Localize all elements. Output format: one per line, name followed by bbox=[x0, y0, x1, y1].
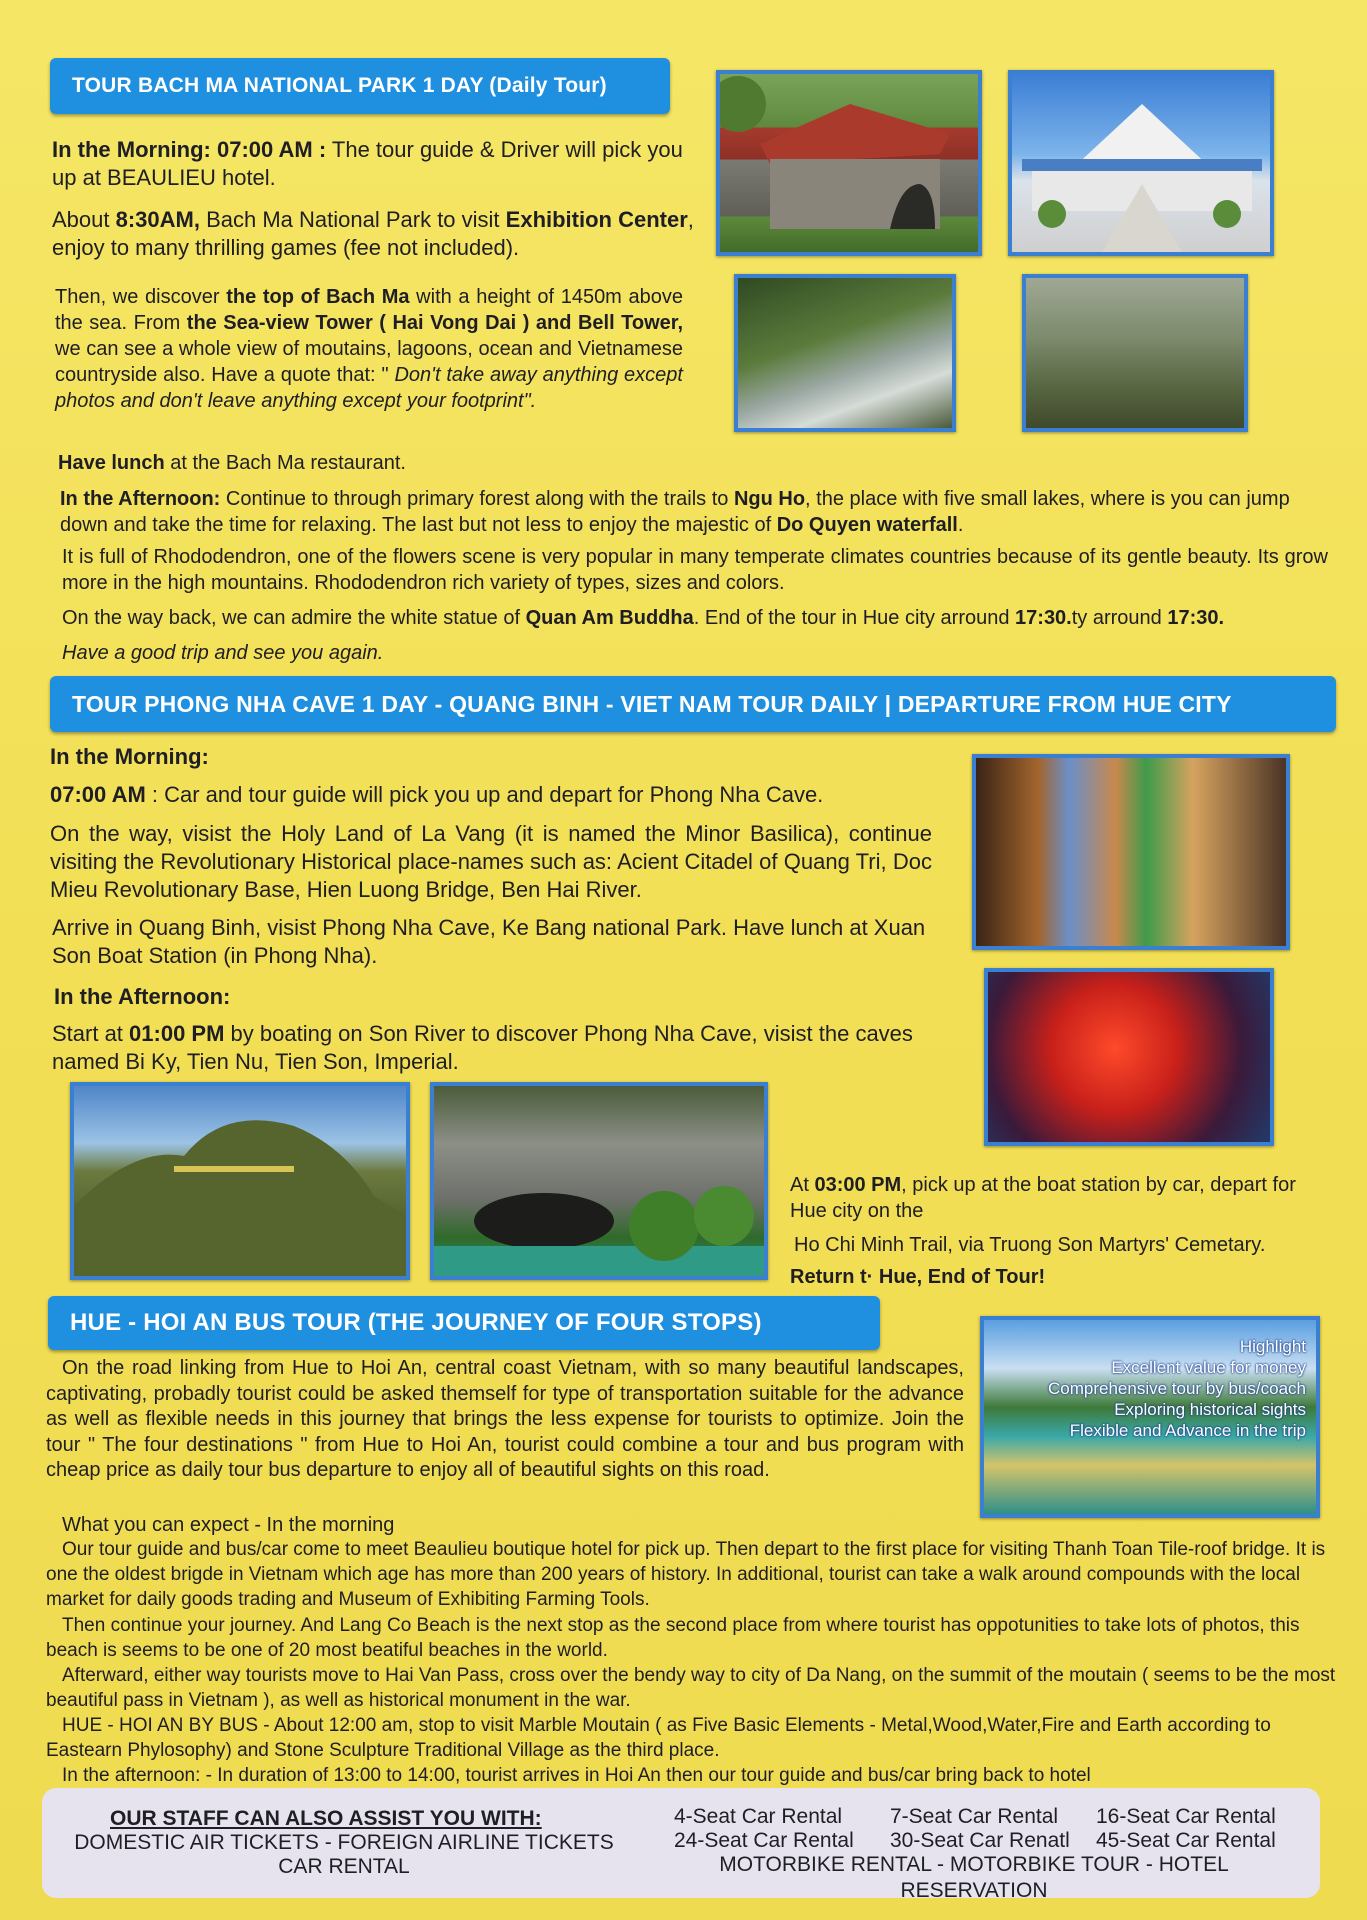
t1p2e: , enjoy to many thrilling games (fee not included). bbox=[52, 207, 694, 260]
staff-line1 bbox=[54, 1830, 634, 1856]
tour2-a2 bbox=[790, 1172, 1330, 1224]
tour2-afternoon-heading bbox=[54, 984, 230, 1010]
tour2-m2 bbox=[50, 820, 932, 904]
t1-back-c: . End of the tour in Hue city arround bbox=[693, 607, 1016, 629]
tour1-title: TOUR BACH MA NATIONAL PARK 1 DAY (Daily Tour) bbox=[72, 74, 607, 97]
car-rental-30: 30-Seat Car Renatl bbox=[890, 1829, 1070, 1852]
staff-services-box bbox=[42, 1788, 1320, 1902]
tour1-goodbye bbox=[62, 640, 662, 666]
car-rental-7: 7-Seat Car Rental bbox=[890, 1805, 1059, 1828]
t1p3f-quote: Don't take away anything except photos and don't leave anything except your footprint". bbox=[55, 364, 683, 412]
t1-back-b: Quan Am Buddha bbox=[525, 607, 694, 629]
t2-a2b: 03:00 PM bbox=[814, 1174, 902, 1196]
staff-line2-text: CAR RENTAL bbox=[278, 1855, 410, 1878]
t3-intro: On the road linking from Hue to Hoi An, central coast Vietnam, with so many beautiful landscapes, captivating, probadly tourist could be asked themself for type of transportation suitable for the advance as well as flexible needs in this journey that brings the less expense for tourists to optimize. Join the tour " The four destinations " from Hue to Hoi An, tourist could combine a tour and bus program with cheap price as daily tour bus departure to enjoy all of beautiful sights on this road. bbox=[46, 1357, 964, 1482]
t2-m3: Arrive in Quang Binh, visist Phong Nha Cave, Ke Bang national Park. Have lunch at Xuan Son Boat Station (in Phong Nha). bbox=[52, 915, 926, 968]
highlight-item: Comprehensive tour by bus/coach bbox=[1048, 1379, 1306, 1398]
tour2-a4 bbox=[790, 1264, 1330, 1290]
car-rental-4: 4-Seat Car Rental bbox=[674, 1805, 843, 1828]
tour1-way-back bbox=[62, 605, 1342, 631]
t2-afternoon: In the Afternoon: bbox=[54, 984, 231, 1009]
t2-a2c: , pick up at the boat station by car, depart for Hue city on the bbox=[790, 1174, 1296, 1222]
highlight-item: Exploring historical sights bbox=[1114, 1400, 1306, 1419]
tour2-a3 bbox=[794, 1232, 1334, 1258]
car-rental-45: 45-Seat Car Rental bbox=[1096, 1829, 1276, 1852]
tour1-morning bbox=[52, 136, 692, 192]
t1p2d: Exhibition Center bbox=[505, 207, 688, 232]
car-rental-24: 24-Seat Car Rental bbox=[674, 1829, 854, 1852]
t1-back-f: 17:30. bbox=[1167, 607, 1225, 629]
tour3-title-banner bbox=[48, 1296, 880, 1350]
tour2-title: TOUR PHONG NHA CAVE 1 DAY - QUANG BINH - VIET NAM TOUR DAILY | DEPARTURE FROM HUE CITY bbox=[72, 690, 1232, 717]
t1-rhodo: It is full of Rhododendron, one of the flowers scene is very popular in many temperate climates countries because of its gentle beauty. Its grow more in the high mountains. Rhododendron rich variety of types, sizes and colors. bbox=[62, 546, 1328, 594]
stone-house-illustration bbox=[720, 74, 978, 252]
t1-back-e: ty arround bbox=[1071, 607, 1168, 629]
tour2-morning-heading bbox=[50, 744, 209, 770]
t1-aft-f: . bbox=[957, 514, 964, 536]
t3-d5: In the afternoon: - In duration of 13:00 to 14:00, tourist arrives in Hoi An then our tour guide and bus/car bring back to hotel bbox=[62, 1765, 1091, 1786]
tour3-title: HUE - HOI AN BUS TOUR (THE JOURNEY OF FOUR STOPS) bbox=[70, 1309, 762, 1336]
t2-morning: In the Morning: bbox=[50, 744, 209, 769]
t3-d4: HUE - HOI AN BY BUS - About 12:00 am, stop to visit Marble Moutain ( as Five Basic Elements - Metal,Wood,Water,Fire and Earth according to Eastearn Phylosophy) and Stone Sculpture Traditional Village as the third place. bbox=[46, 1715, 1271, 1761]
tour2-m1 bbox=[50, 782, 950, 808]
tour3-d2 bbox=[46, 1613, 1336, 1663]
t1p3b: the top of Bach Ma bbox=[226, 286, 410, 308]
tour2-title-banner bbox=[50, 676, 1336, 732]
t2-a1a: Start at bbox=[52, 1021, 130, 1046]
t2-m1a: 07:00 AM bbox=[50, 782, 146, 807]
tour1-morning-text: The tour guide & Driver will pick you up at BEAULIEU hotel. bbox=[52, 137, 683, 190]
photo-exhibition-center bbox=[1008, 70, 1274, 256]
cave-entrance-illustration bbox=[434, 1086, 764, 1276]
photo-cave-stalactites bbox=[972, 754, 1290, 950]
staff-heading bbox=[110, 1806, 542, 1832]
t1p3d: the Sea-view Tower ( Hai Vong Dai ) and Bell Tower, bbox=[186, 312, 683, 334]
tour2-m3 bbox=[52, 914, 942, 970]
highlight-title: Highlight bbox=[1239, 1337, 1306, 1356]
tour3-expect bbox=[62, 1512, 394, 1538]
t1-aft-d: , the place with five small lakes, where is you can jump down and take the time for relaxing. The last but not less to enjoy the majestic of bbox=[60, 488, 1290, 536]
t1p3a: Then, we discover bbox=[55, 286, 227, 308]
tour3-intro bbox=[46, 1356, 964, 1484]
tour1-morning-label: In the Morning: 07:00 AM : bbox=[52, 137, 327, 162]
staff-bottom-line: MOTORBIKE RENTAL - MOTORBIKE TOUR - HOTEL RESERVATION bbox=[719, 1853, 1229, 1902]
t1-lunch-b: at the Bach Ma restaurant. bbox=[164, 452, 406, 474]
t2-a1b: 01:00 PM bbox=[129, 1021, 225, 1046]
tour3-d3 bbox=[46, 1663, 1336, 1713]
t3-d3: Afterward, either way tourists move to Hai Van Pass, cross over the bendy way to city of Da Nang, on the summit of the moutain ( seems to be the most beautiful pass in Vietnam ), as well as historical monument in the war. bbox=[46, 1665, 1336, 1711]
staff-line1-text: DOMESTIC AIR TICKETS - FOREIGN AIRLINE TICKETS bbox=[74, 1831, 614, 1854]
t1p3c: with a height of 1450m above the sea. From bbox=[55, 286, 684, 334]
t3-d2: Then continue your journey. And Lang Co Beach is the next stop as the second place from where tourist has oppotunities to take lots of photos, this beach is seems to be one of 20 most beatiful beaches in the world. bbox=[46, 1615, 1300, 1661]
tour2-a1 bbox=[52, 1020, 932, 1076]
t1-goodbye: Have a good trip and see you again. bbox=[62, 642, 384, 664]
t1-aft-c: Ngu Ho bbox=[733, 488, 806, 510]
t2-a3: Ho Chi Minh Trail, via Truong Son Martyrs' Cemetary. bbox=[794, 1234, 1266, 1256]
t1-lunch-a: Have lunch bbox=[58, 452, 165, 474]
highlight-item: Flexible and Advance in the trip bbox=[1069, 1421, 1306, 1440]
t2-m2: On the way, visist the Holy Land of La Vang (it is named the Minor Basilica), continue visiting the Revolutionary Historical place-names such as: Acient Citadel of Quang Tri, Doc Mieu Revolutionary Base, Hien Luong Bridge, Ben Hai River. bbox=[50, 821, 932, 902]
highlight-item: Excellent value for money bbox=[1111, 1358, 1306, 1377]
staff-line2 bbox=[54, 1854, 634, 1880]
photo-cave-entrance bbox=[430, 1082, 768, 1280]
t2-a4: Return t· Hue, End of Tour! bbox=[790, 1266, 1046, 1288]
tour1-rhododendron bbox=[62, 544, 1328, 596]
photo-misty-forest bbox=[1022, 274, 1248, 432]
tour1-afternoon bbox=[60, 486, 1330, 538]
t1-back-d: 17:30. bbox=[1015, 607, 1072, 629]
t2-a2a: At bbox=[790, 1174, 815, 1196]
t1p2b: 8:30AM, bbox=[115, 207, 200, 232]
photo-stone-house bbox=[716, 70, 982, 256]
t2-a1c: by boating on Son River to discover Phong Nha Cave, visist the caves named Bi Ky, Tien Nu, Tien Son, Imperial. bbox=[52, 1021, 913, 1074]
staff-heading-text: OUR STAFF CAN ALSO ASSIST YOU WITH: bbox=[110, 1807, 542, 1830]
photo-lagoon-highlight bbox=[980, 1316, 1320, 1518]
t1p2c: Bach Ma National Park to visit bbox=[199, 207, 506, 232]
mountain-illustration bbox=[74, 1086, 406, 1276]
t3-d1: Our tour guide and bus/car come to meet Beaulieu boutique hotel for pick up. Then depart to the first place for visiting Thanh Toan Tile-roof bridge. It is one the oldest brigde in Vietnam which age has more than 200 years of history. In additional, tourist can take a walk around compounds with the local market for daily goods trading and Museum of Exhibiting Farming Tools. bbox=[46, 1539, 1326, 1610]
t1-aft-b: Continue to through primary forest along with the trails to bbox=[220, 488, 734, 510]
highlight-list bbox=[1048, 1336, 1306, 1441]
t1-aft-e: Do Quyen waterfall bbox=[776, 514, 958, 536]
photo-mountain bbox=[70, 1082, 410, 1280]
tour1-exhibition bbox=[52, 206, 702, 262]
t3-expect: What you can expect - In the morning bbox=[62, 1514, 395, 1536]
t1-aft-a: In the Afternoon: bbox=[60, 488, 221, 510]
t1p2a: About bbox=[52, 207, 116, 232]
t1p3e: we can see a whole view of moutains, lagoons, ocean and Vietnamese countryside also. Have a quote that: " bbox=[55, 338, 683, 386]
tour1-top-bach-ma bbox=[55, 284, 683, 414]
t1-back-a: On the way back, we can admire the white statue of bbox=[62, 607, 526, 629]
tour1-title-banner bbox=[50, 58, 670, 114]
photo-cave-red bbox=[984, 968, 1274, 1146]
tour1-lunch bbox=[58, 450, 658, 476]
tour3-d5 bbox=[62, 1763, 1342, 1788]
tour3-d4 bbox=[46, 1713, 1336, 1763]
t2-m1b: : Car and tour guide will pick you up and depart for Phong Nha Cave. bbox=[145, 782, 824, 807]
photo-stream bbox=[734, 274, 956, 432]
tour3-d1 bbox=[46, 1537, 1336, 1612]
exhibition-center-illustration bbox=[1012, 74, 1270, 252]
car-rental-16: 16-Seat Car Rental bbox=[1096, 1805, 1276, 1828]
